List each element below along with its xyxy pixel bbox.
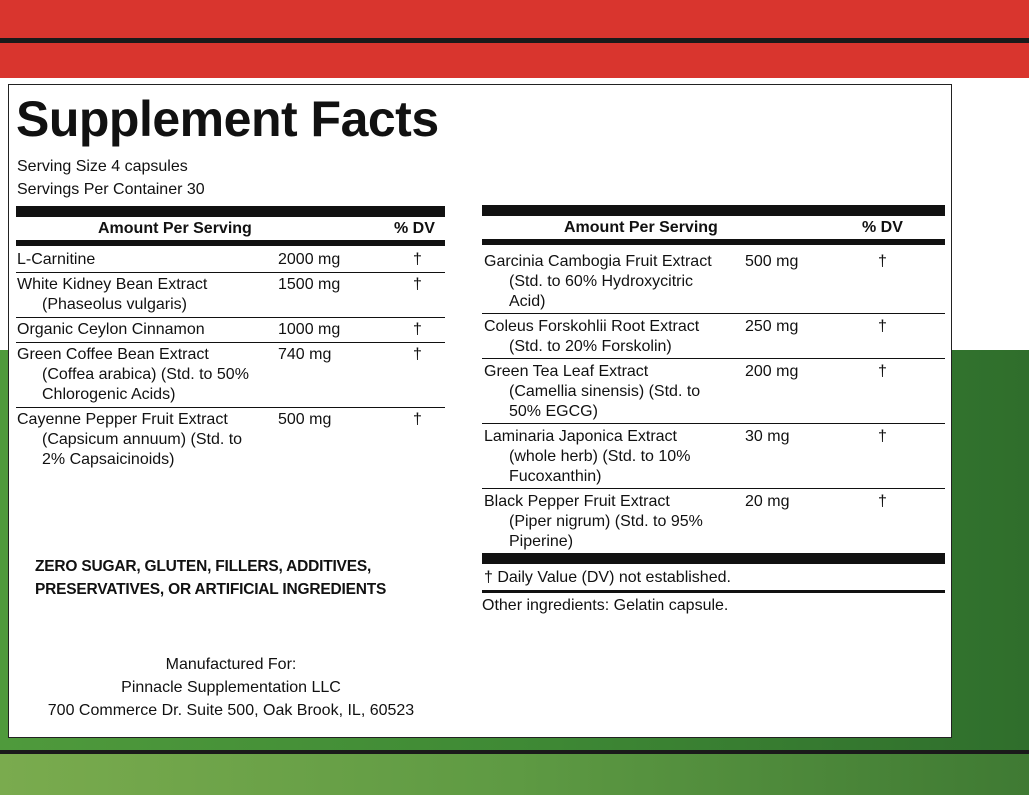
claims-line-2: PRESERVATIVES, OR ARTIFICIAL INGREDIENTS bbox=[35, 581, 387, 598]
right-row-5-name: Black Pepper Fruit Extract bbox=[484, 493, 670, 510]
right-row-4-amount: 30 mg bbox=[745, 428, 790, 445]
left-row-5-amount: 500 mg bbox=[278, 411, 332, 428]
dv-footnote: † Daily Value (DV) not established. bbox=[484, 569, 731, 586]
right-row-3-amount: 200 mg bbox=[745, 363, 799, 380]
right-header-bar bbox=[482, 205, 945, 216]
right-row-divider bbox=[482, 423, 945, 424]
right-row-divider bbox=[482, 488, 945, 489]
left-row-1-name: L-Carnitine bbox=[17, 251, 96, 268]
right-row-2-name: Coleus Forskohlii Root Extract bbox=[484, 318, 700, 335]
left-header-bar bbox=[16, 206, 445, 217]
label-title: Supplement Facts bbox=[16, 91, 439, 147]
left-row-5-dv: † bbox=[413, 411, 422, 428]
left-row-4-detail-2: Chlorogenic Acids) bbox=[42, 386, 176, 403]
right-row-1-amount: 500 mg bbox=[745, 253, 799, 270]
right-row-2-amount: 250 mg bbox=[745, 318, 799, 335]
left-row-4-dv: † bbox=[413, 346, 422, 363]
left-row-3-name: Organic Ceylon Cinnamon bbox=[17, 321, 205, 338]
right-header-rule bbox=[482, 239, 945, 245]
left-header-rule bbox=[16, 240, 445, 246]
right-row-5-detail-1: (Piper nigrum) (Std. to 95% bbox=[509, 513, 703, 530]
left-row-2-dv: † bbox=[413, 276, 422, 293]
top-band-stripe bbox=[0, 38, 1029, 43]
left-row-2-detail-1: (Phaseolus vulgaris) bbox=[42, 296, 187, 313]
right-row-1-detail-1: (Std. to 60% Hydroxycitric bbox=[509, 273, 694, 290]
left-header-dv: % DV bbox=[394, 220, 435, 237]
servings-per-container: Servings Per Container 30 bbox=[17, 181, 205, 198]
right-row-5-dv: † bbox=[878, 493, 887, 510]
left-header-amount: Amount Per Serving bbox=[98, 220, 252, 237]
left-row-1-dv: † bbox=[413, 251, 422, 268]
left-row-divider bbox=[16, 407, 445, 408]
right-row-4-dv: † bbox=[878, 428, 887, 445]
right-row-4-detail-2: Fucoxanthin) bbox=[509, 468, 602, 485]
left-row-2-name: White Kidney Bean Extract bbox=[17, 276, 208, 293]
left-row-5-name: Cayenne Pepper Fruit Extract bbox=[17, 411, 228, 428]
manufacturer-company: Pinnacle Supplementation LLC bbox=[121, 679, 341, 696]
right-row-1-detail-2: Acid) bbox=[509, 293, 546, 310]
left-row-5-detail-2: 2% Capsaicinoids) bbox=[42, 451, 175, 468]
top-red-band bbox=[0, 0, 1029, 78]
left-row-divider bbox=[16, 342, 445, 343]
left-row-divider bbox=[16, 317, 445, 318]
manufacturer-address: 700 Commerce Dr. Suite 500, Oak Brook, IL, 60523 bbox=[47, 702, 415, 719]
right-row-1-name: Garcinia Cambogia Fruit Extract bbox=[484, 253, 712, 270]
right-row-1-dv: † bbox=[878, 253, 887, 270]
right-footer-bar bbox=[482, 553, 945, 564]
bottom-band-light bbox=[0, 754, 1029, 795]
right-row-2-detail-1: (Std. to 20% Forskolin) bbox=[509, 338, 672, 355]
claims-line-1: ZERO SUGAR, GLUTEN, FILLERS, ADDITIVES, bbox=[35, 558, 372, 575]
left-row-4-detail-1: (Coffea arabica) (Std. to 50% bbox=[42, 366, 249, 383]
right-row-5-amount: 20 mg bbox=[745, 493, 790, 510]
right-row-3-dv: † bbox=[878, 363, 887, 380]
footnote-rule bbox=[482, 590, 945, 593]
right-row-3-name: Green Tea Leaf Extract bbox=[484, 363, 649, 380]
left-row-4-name: Green Coffee Bean Extract bbox=[17, 346, 209, 363]
manufacturer-label: Manufactured For: bbox=[165, 656, 297, 673]
right-header-amount: Amount Per Serving bbox=[564, 219, 718, 236]
right-row-divider bbox=[482, 313, 945, 314]
right-row-divider bbox=[482, 358, 945, 359]
right-row-4-detail-1: (whole herb) (Std. to 10% bbox=[509, 448, 691, 465]
left-row-2-amount: 1500 mg bbox=[278, 276, 341, 293]
right-row-4-name: Laminaria Japonica Extract bbox=[484, 428, 677, 445]
right-row-5-detail-2: Piperine) bbox=[509, 533, 574, 550]
right-row-2-dv: † bbox=[878, 318, 887, 335]
left-row-4-amount: 740 mg bbox=[278, 346, 332, 363]
left-row-3-amount: 1000 mg bbox=[278, 321, 341, 338]
right-row-3-detail-2: 50% EGCG) bbox=[509, 403, 598, 420]
left-row-divider bbox=[16, 272, 445, 273]
left-row-3-dv: † bbox=[413, 321, 422, 338]
serving-size: Serving Size 4 capsules bbox=[17, 158, 188, 175]
other-ingredients: Other ingredients: Gelatin capsule. bbox=[482, 597, 729, 614]
right-row-3-detail-1: (Camellia sinensis) (Std. to bbox=[509, 383, 701, 400]
left-row-1-amount: 2000 mg bbox=[278, 251, 341, 268]
right-header-dv: % DV bbox=[862, 219, 903, 236]
left-row-5-detail-1: (Capsicum annuum) (Std. to bbox=[42, 431, 243, 448]
